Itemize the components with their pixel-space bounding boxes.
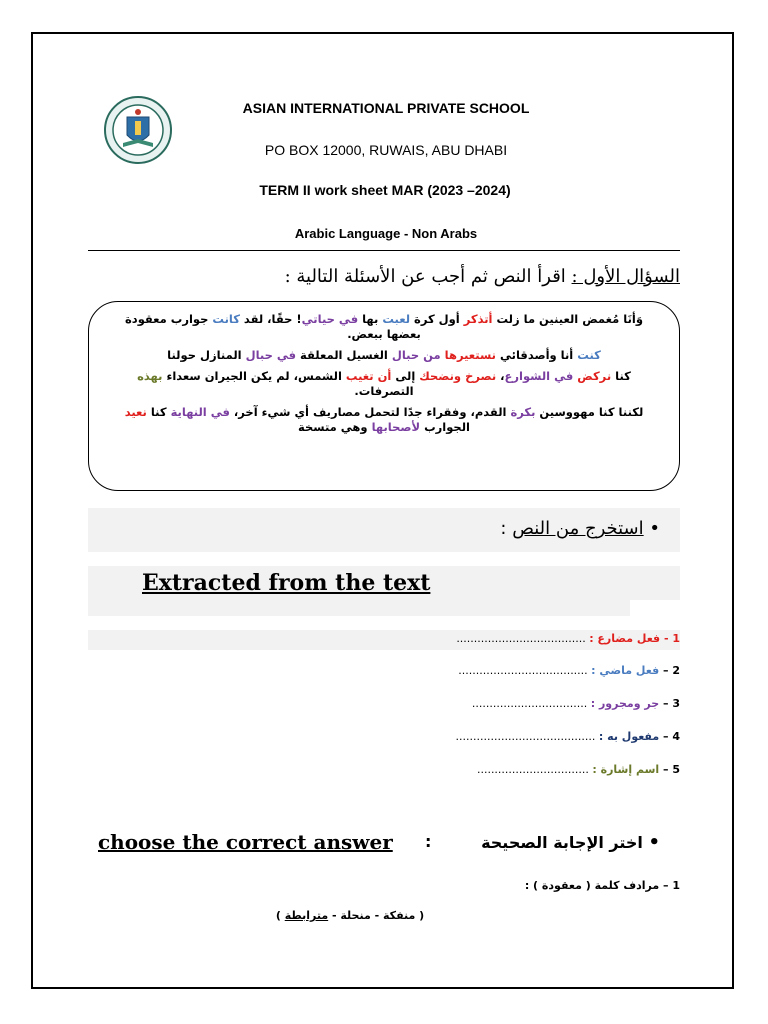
passage-segment: نعيد [124, 405, 147, 419]
passage-segment: القدم، وفقراء جدًا لتحمل مصاريف أي شيء آخر، [229, 405, 511, 419]
school-logo-icon [103, 95, 173, 165]
item-number: 3 – [659, 697, 680, 710]
item-number: 2 – [659, 664, 680, 677]
option-underlined: مترابطة [284, 909, 329, 922]
passage-segment: كنت [577, 348, 601, 362]
multiple-choice-question: 1 – مرادف كلمة ( معقودة ) : [524, 879, 680, 892]
passage-segment: المنازل حولنا [167, 348, 246, 362]
subject-title: Arabic Language - Non Arabs [294, 226, 478, 241]
bullet-icon: • [649, 518, 660, 539]
passage-segment: أن تغيب [345, 369, 392, 383]
option-list-end: ) [275, 909, 285, 922]
reading-passage [88, 301, 680, 491]
passage-segment: كنا [146, 405, 171, 419]
bullet-icon: • [648, 832, 660, 853]
passage-segment: وهي متسخة [298, 420, 372, 434]
passage-segment: جوارب معقودة بعضها ببعض. [125, 312, 421, 341]
passage-segment: بهذه [137, 369, 163, 383]
extract-item [472, 697, 680, 710]
passage-segment: كانت [212, 312, 240, 326]
passage-segment: ، [496, 369, 505, 383]
extract-heading-arabic [380, 518, 660, 539]
school-address: PO BOX 12000, RUWAIS, ABU DHABI [264, 142, 508, 158]
passage-segment: الغسيل المعلقة [296, 348, 392, 362]
extract-heading-english: Extracted from the text [142, 570, 431, 596]
passage-segment: في حبال [245, 348, 297, 362]
answer-blank: ..................................... [458, 664, 592, 677]
extract-item [458, 664, 680, 677]
choose-title-arabic: اختر الإجابة الصحيحة [481, 833, 643, 852]
question-one-heading [200, 266, 680, 287]
passage-segment: نركض [577, 369, 612, 383]
extract-colon: : [500, 518, 513, 539]
extract-title-arabic: استخرج من النص [512, 518, 644, 539]
extract-item [456, 632, 680, 645]
passage-segment: التصرفات. [354, 384, 414, 398]
item-label: فعل ماضي : [591, 664, 660, 677]
passage-segment: وَأنَا مُغمض العينين ما زلت [492, 312, 643, 326]
passage-paragraph [107, 312, 661, 342]
passage-segment: نستعيرها [444, 348, 497, 362]
passage-segment: في النهاية [170, 405, 230, 419]
passage-segment: الجوارب [420, 420, 470, 434]
passage-paragraph [107, 369, 661, 399]
passage-segment: ! حقًا، لقد [239, 312, 302, 326]
answer-blank: ................................ [476, 763, 593, 776]
passage-segment: نصرخ ونضحك [419, 369, 497, 383]
answer-blank: ........................................ [455, 730, 599, 743]
item-label: فعل مضارع : [589, 632, 661, 645]
term-title: TERM II work sheet MAR (2023 –2024) [259, 182, 511, 198]
passage-segment: في حياتي [301, 312, 359, 326]
item-number: 1 - [660, 632, 680, 645]
choose-heading-arabic [455, 832, 660, 853]
passage-segment: كنا [611, 369, 631, 383]
answer-blank: ..................................... [456, 632, 590, 645]
passage-segment: لكننا كنا مهووسين [535, 405, 644, 419]
passage-paragraph [107, 405, 661, 435]
item-number: 5 – [659, 763, 680, 776]
item-label: جر ومجرور : [590, 697, 660, 710]
extract-item [456, 730, 680, 743]
passage-segment: من حبال [391, 348, 445, 362]
school-name: ASIAN INTERNATIONAL PRIVATE SCHOOL [242, 100, 530, 116]
question-one-label: السؤال الأول : [571, 266, 680, 287]
question-one-instruction: اقرأ النص ثم أجب عن الأسئلة التالية : [284, 266, 566, 287]
passage-segment: لأصحابها [371, 420, 421, 434]
passage-segment: بها [358, 312, 383, 326]
passage-paragraph [107, 348, 661, 363]
passage-segment: أول كرة [410, 312, 464, 326]
item-number: 4 – [659, 730, 680, 743]
header-divider [88, 250, 680, 251]
item-label: مفعول به : [598, 730, 660, 743]
answer-blank: ................................. [471, 697, 591, 710]
multiple-choice-options [230, 909, 470, 922]
passage-segment: في الشوارع [504, 369, 578, 383]
passage-segment: أتذكر [463, 312, 493, 326]
extract-item [477, 763, 680, 776]
passage-segment: أنا وأصدقائي [496, 348, 578, 362]
highlight-band [88, 600, 630, 616]
choose-heading-english: choose the correct answer [98, 830, 393, 854]
passage-segment: لعبت [382, 312, 411, 326]
passage-segment: بكرة [510, 405, 536, 419]
passage-segment: إلى [391, 369, 420, 383]
choose-colon: : [425, 832, 432, 851]
option-list-start: ( منفكة - منحلة - [328, 909, 425, 922]
passage-segment: الشمس، لم يكن الجيران سعداء [162, 369, 346, 383]
item-label: اسم إشارة : [592, 763, 660, 776]
